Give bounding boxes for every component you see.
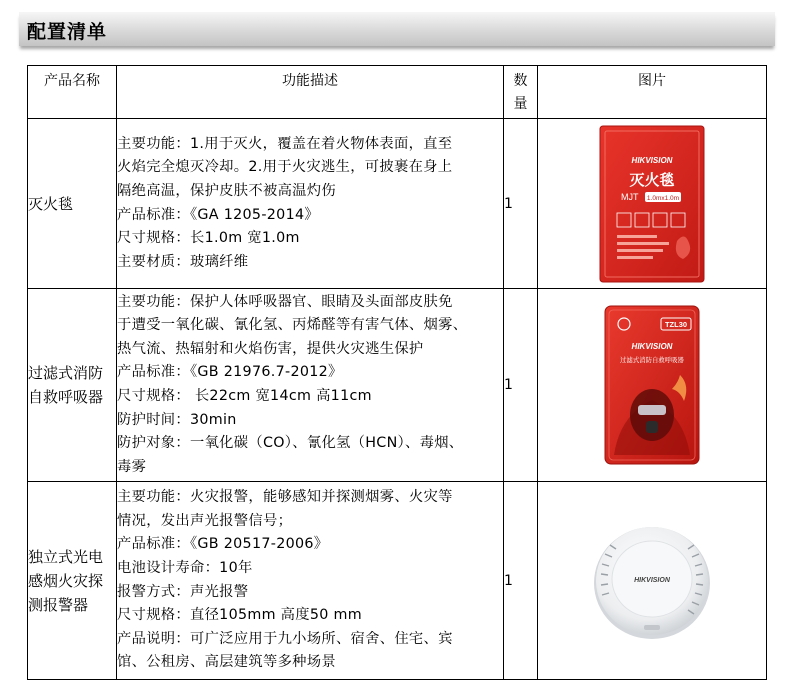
header-function-description: 功能描述	[117, 66, 504, 119]
header-picture: 图片	[538, 66, 767, 119]
description-line: 产品说明：可广泛应用于九小场所、宿舍、住宅、宾	[117, 630, 453, 647]
description-line: 火焰完全熄灭冷却。2.用于火灾逃生，可披裹在身上	[117, 159, 453, 176]
section-title: 配置清单	[27, 21, 108, 43]
product-name-cell	[28, 289, 117, 482]
product-label: 过滤式消防自救呼吸器	[620, 356, 684, 364]
model-label: MJT	[621, 191, 639, 202]
description-line: 主要功能：1.用于灭火，覆盖在着火物体表面，直至	[117, 135, 453, 152]
description-line: 尺寸规格： 长22cm 宽14cm 高11cm	[117, 388, 372, 404]
description-line: 尺寸规格：长1.0m 宽1.0m	[117, 230, 300, 247]
description-line: 报警方式：声光报警	[117, 583, 249, 600]
description-line: 隔绝高温，保护皮肤不被高温灼伤	[117, 182, 336, 199]
quantity-cell	[504, 119, 538, 289]
description-line: 热气流、热辐射和火焰伤害，提供火灾逃生保护	[117, 340, 424, 357]
brand-logo: HIKVISION	[631, 342, 673, 351]
product-name-cell	[28, 482, 117, 680]
product-name: 独立式光电感烟火灾探测报警器	[28, 547, 104, 614]
brand-logo: HIKVISION	[631, 155, 673, 165]
header-quantity-label: 数量	[513, 73, 528, 112]
description-line: 主要功能：火灾报警，能够感知并探测烟雾、火灾等	[117, 489, 453, 506]
product-label: 灭火毯	[629, 170, 675, 189]
model-label: TZL30	[664, 320, 688, 329]
description-cell	[117, 289, 504, 482]
header-product-name: 产品名称	[28, 66, 117, 119]
quantity-cell	[504, 482, 538, 680]
product-name: 灭火毯	[28, 194, 74, 213]
brand-logo: HIKVISION	[634, 576, 670, 584]
respirator-box-image	[604, 305, 700, 465]
description-line: 产品标准：《GA 1205-2014》	[117, 206, 319, 223]
description-line: 馆、公租房、高层建筑等多种场景	[117, 654, 336, 671]
quantity-value: 1	[504, 572, 513, 589]
section-title-banner	[19, 12, 775, 46]
description-line: 防护时间：30min	[117, 411, 237, 428]
size-label: 1.0mx1.0m	[646, 194, 680, 202]
description-line: 毒雾	[117, 458, 147, 475]
picture-cell	[538, 289, 767, 482]
description-cell	[117, 482, 504, 680]
description-line: 产品标准：《GB 21976.7-2012》	[117, 364, 343, 381]
header-quantity	[504, 66, 538, 119]
test-button	[644, 625, 660, 630]
description-cell	[117, 119, 504, 289]
quantity-cell	[504, 289, 538, 482]
description-line: 产品标准：《GB 20517-2006》	[117, 536, 329, 553]
description-line: 于遭受一氧化碳、氰化氢、丙烯醛等有害气体、烟雾、	[117, 317, 468, 334]
configuration-table	[27, 65, 767, 680]
smoke-detector-image	[590, 519, 714, 643]
table-row	[28, 289, 767, 482]
description-line: 电池设计寿命：10年	[117, 559, 253, 576]
quantity-value: 1	[504, 195, 513, 212]
quantity-value: 1	[504, 377, 513, 393]
description-line: 情况，发出声光报警信号；	[117, 512, 293, 529]
product-name-cell	[28, 119, 117, 289]
table-row	[28, 119, 767, 289]
table-header-row	[28, 66, 767, 119]
description-line: 主要材质：玻璃纤维	[117, 253, 249, 270]
product-name: 过滤式消防自救呼吸器	[28, 364, 104, 406]
description-line: 主要功能：保护人体呼吸器官、眼睛及头面部皮肤免	[117, 293, 453, 310]
fire-blanket-image	[599, 125, 705, 283]
picture-cell	[538, 119, 767, 289]
description-line: 尺寸规格：直径105mm 高度50 mm	[117, 607, 362, 624]
picture-cell	[538, 482, 767, 680]
table-row	[28, 482, 767, 680]
description-line: 防护对象：一氧化碳（CO）、氰化氢（HCN）、毒烟、	[117, 435, 464, 452]
